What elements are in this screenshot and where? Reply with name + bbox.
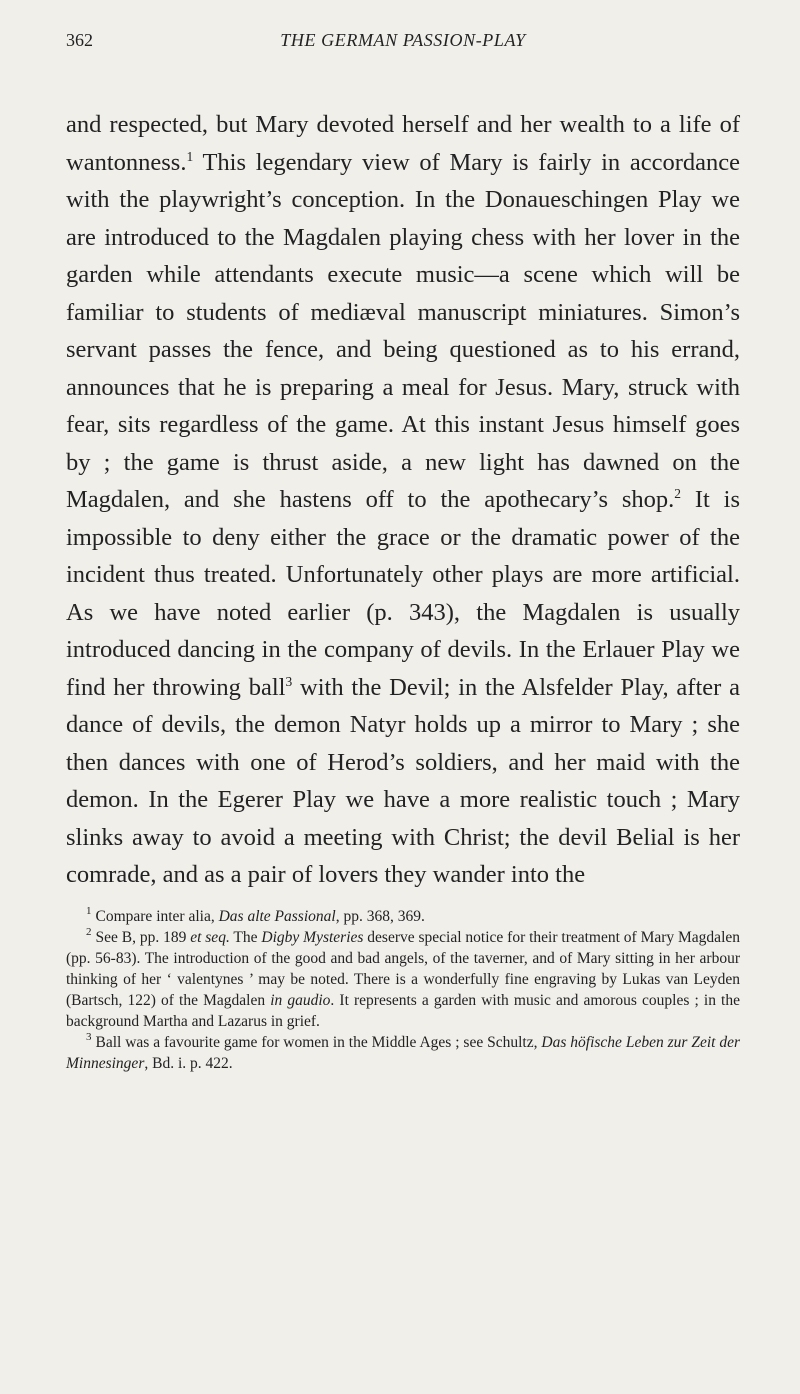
footnotes	[66, 906, 740, 1074]
footnote-ref-2: 2	[674, 485, 682, 501]
footnote-ref-1: 1	[186, 148, 194, 164]
footnote-2	[66, 927, 740, 1032]
footnote-text: , Bd. i. p. 422.	[144, 1054, 233, 1072]
footnote-text: The	[229, 928, 262, 946]
footnote-italic: et seq.	[190, 928, 230, 946]
footnote-text: deserve special notice for their treatment of Mary Magdalen (pp. 56-83). The introduction of the good and bad angels, of the taverner, and of Mary sitting in her arbour thinking of her ‘ valentynes ’ may be noted. There is a wonderfully fine engraving by Lukas van Leyden (Bartsch, 122) of the Magdalen	[66, 928, 741, 1009]
footnote-text: Ball was a favourite game for women in the Middle Ages ; see Schultz,	[95, 1033, 542, 1051]
page-header	[66, 30, 740, 64]
footnote-text: , pp. 368, 369.	[335, 907, 425, 925]
running-title: THE GERMAN PASSION-PLAY	[280, 30, 526, 50]
book-page	[66, 30, 740, 1074]
body-text-part: with the Devil; in the Alsfelder Play, after a dance of devils, the demon Natyr holds up a mirror to Mary ; she then dances with one of Herod’s soldiers, and her maid with the demon. In the Egerer Play we have a more realistic touch ; Mary slinks away to avoid a meeting with Christ; the devil Belial is her comrade, and as a pair of lovers they wander into the	[66, 673, 741, 888]
body-text-part: and respected, but Mary devoted herself and her wealth to a life of wantonness.	[66, 111, 740, 176]
footnote-number: 2	[86, 926, 92, 939]
footnote-title: Das höfische Leben zur Zeit der Minnesinger	[66, 1033, 740, 1072]
page-number: 362	[66, 30, 93, 50]
footnote-text: . It represents a garden with music and amorous couples ; in the background Martha and Lazarus in grief.	[66, 991, 740, 1030]
footnote-title: Digby Mysteries	[261, 928, 364, 946]
footnote-1	[66, 906, 740, 927]
body-text-part: This legendary view of Mary is fairly in accordance with the playwright’s conception. In the Donaueschingen Play we are introduced to the Magdalen playing chess with her lover in the garden while attendants execute music—a scene which will be familiar to students of mediæval manuscript miniatures. Simon’s servant passes the fence, and being questioned as to his errand, announces that he is preparing a meal for Jesus. Mary, struck with fear, sits regardless of the game. At this instant Jesus himself goes by ; the game is thrust aside, a new light has dawned on the Magdalen, and she hastens off to the apothecary’s shop.	[66, 148, 740, 513]
footnote-3	[66, 1032, 740, 1074]
footnote-text: See B, pp. 189	[95, 928, 191, 946]
footnote-ref-3: 3	[285, 673, 293, 689]
footnote-title: Das alte Passional	[218, 907, 336, 925]
body-text-part: It is impossible to deny either the grace or the dramatic power of the incident thus treated. Unfortunately other plays are more artificial. As we have noted earlier (p. 343), the Magdalen is usually introduced dancing in the company of devils. In the Erlauer Play we find her throwing ball	[66, 486, 740, 701]
footnote-number: 1	[86, 905, 92, 918]
body-paragraph	[66, 106, 740, 894]
footnote-text: Compare inter alia,	[95, 907, 219, 925]
footnote-italic: in gaudio	[270, 991, 331, 1009]
footnote-number: 3	[86, 1031, 92, 1044]
